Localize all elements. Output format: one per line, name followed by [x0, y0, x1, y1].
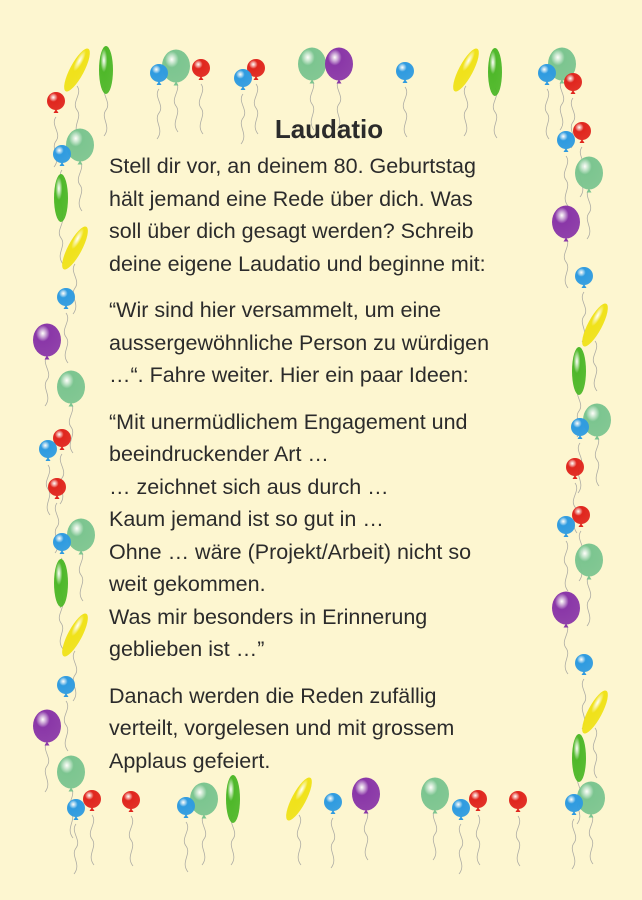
red-balloon-icon	[573, 122, 591, 143]
lime-balloon-icon	[54, 559, 68, 607]
text-line: “Mit unermüdlichem Engagement und	[109, 409, 468, 434]
balloon-string	[476, 815, 480, 865]
text-line: aussergewöhnliche Person zu würdigen	[109, 330, 490, 355]
purple-balloon-icon	[33, 323, 61, 359]
blue-balloon-icon	[39, 440, 57, 461]
balloon-string	[184, 822, 188, 872]
balloon-string	[572, 819, 576, 869]
balloon-string	[587, 189, 591, 239]
text-line: Danach werden die Reden zufällig	[109, 683, 437, 708]
green-balloon-icon	[298, 47, 326, 83]
paragraph-quote-start	[109, 294, 569, 392]
blue-balloon-icon	[396, 62, 414, 83]
green-balloon-icon	[583, 403, 611, 439]
yellow-balloon-icon	[60, 46, 95, 95]
green-balloon-icon	[57, 370, 85, 406]
lime-balloon-icon	[99, 46, 113, 94]
red-balloon-icon	[564, 73, 582, 94]
text-line: … zeichnet sich aus durch …	[109, 474, 389, 499]
balloon-string	[587, 576, 591, 626]
blue-balloon-icon	[177, 797, 195, 818]
red-balloon-icon	[509, 791, 527, 812]
balloon-string	[75, 86, 79, 136]
blue-balloon-icon	[234, 69, 252, 90]
paragraph-ideas	[109, 406, 569, 666]
text-line: hält jemand eine Rede über dich. Was	[109, 186, 473, 211]
green-balloon-icon	[66, 128, 94, 164]
balloon-string	[90, 815, 94, 865]
balloon-string	[74, 824, 78, 874]
text-line: Ohne … wäre (Projekt/Arbeit) nicht so	[109, 539, 472, 564]
text-line: geblieben ist …”	[109, 637, 265, 661]
text-line: weit gekommen.	[109, 572, 266, 596]
blue-balloon-icon	[565, 794, 583, 815]
blue-balloon-icon	[452, 799, 470, 820]
balloon-string	[69, 403, 73, 453]
blue-balloon-icon	[538, 64, 556, 85]
blue-balloon-icon	[57, 676, 75, 697]
page-title: Laudatio	[274, 114, 384, 144]
red-balloon-icon	[48, 478, 66, 499]
red-balloon-icon	[122, 791, 140, 812]
balloon-string	[593, 728, 597, 778]
text-line: beeindruckender Art …	[109, 442, 329, 466]
balloon-string	[129, 816, 133, 866]
blue-balloon-icon	[571, 418, 589, 439]
red-balloon-icon	[192, 59, 210, 80]
red-balloon-icon	[83, 790, 101, 811]
yellow-balloon-icon	[58, 611, 93, 660]
balloon-string	[364, 810, 368, 860]
document-body	[109, 112, 569, 791]
blue-balloon-icon	[575, 654, 593, 675]
lime-balloon-icon	[572, 734, 586, 782]
blue-balloon-icon	[324, 793, 342, 814]
balloon-string	[595, 436, 599, 486]
balloon-string	[45, 742, 49, 792]
green-balloon-icon	[575, 543, 603, 579]
red-balloon-icon	[47, 92, 65, 113]
blue-balloon-icon	[67, 799, 85, 820]
balloon-string	[516, 816, 520, 866]
green-balloon-icon	[57, 755, 85, 791]
balloon-string	[459, 824, 463, 874]
blue-balloon-icon	[575, 267, 593, 288]
balloon-string	[45, 356, 49, 406]
text-line: …“. Fahre weiter. Hier ein paar Ideen:	[109, 363, 469, 387]
lime-balloon-icon	[54, 174, 68, 222]
blue-balloon-icon	[53, 533, 71, 554]
green-balloon-icon	[67, 518, 95, 554]
text-line: Applaus gefeiert.	[109, 748, 271, 773]
text-line: deine eigene Laudatio und beginne mit:	[109, 251, 486, 276]
balloon-string	[593, 341, 597, 391]
balloon-string	[331, 818, 335, 868]
text-line: verteilt, vorgelesen und mit grossem	[109, 716, 455, 740]
blue-balloon-icon	[150, 64, 168, 85]
blue-balloon-icon	[53, 145, 71, 166]
text-line: soll über dich gesagt werden? Schreib	[109, 219, 474, 243]
lime-balloon-icon	[488, 48, 502, 96]
balloon-string	[433, 810, 437, 860]
purple-balloon-icon	[325, 47, 353, 83]
text-line: Kaum jemand ist so gut in …	[109, 507, 384, 531]
green-balloon-icon	[575, 156, 603, 192]
red-balloon-icon	[469, 790, 487, 811]
balloon-string	[79, 551, 83, 601]
balloon-string	[589, 814, 593, 864]
text-line: Was mir besonders in Erinnerung	[109, 604, 428, 629]
green-balloon-icon	[162, 49, 190, 85]
lime-balloon-icon	[572, 347, 586, 395]
yellow-balloon-icon	[58, 224, 93, 273]
balloon-string	[64, 313, 68, 363]
balloon-string	[297, 815, 301, 865]
text-line: Stell dir vor, an deinem 80. Geburtstag	[109, 154, 476, 178]
balloon-string	[64, 701, 68, 751]
yellow-balloon-icon	[449, 46, 484, 95]
balloon-string	[78, 161, 82, 211]
paragraph-intro	[109, 150, 569, 280]
balloon-string	[202, 815, 206, 865]
text-line: “Wir sind hier versammelt, um eine	[109, 298, 442, 322]
balloon-string	[73, 264, 77, 314]
paragraph-closing	[109, 680, 569, 778]
blue-balloon-icon	[57, 288, 75, 309]
balloon-string	[73, 651, 77, 701]
purple-balloon-icon	[33, 709, 61, 745]
